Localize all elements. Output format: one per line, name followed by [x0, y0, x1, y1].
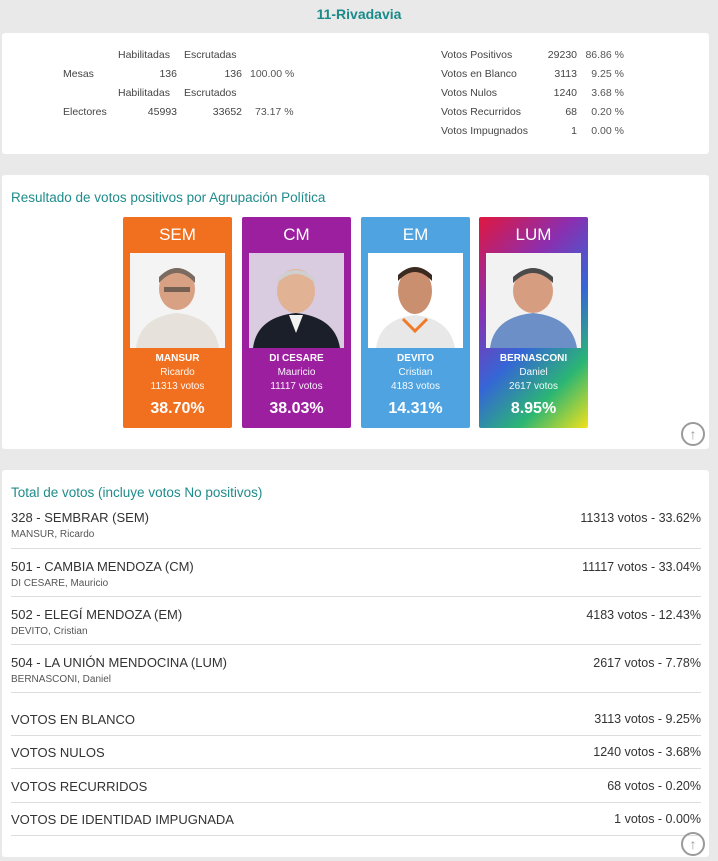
mesas-percent: 100.00 %	[250, 68, 295, 80]
results-title: Resultado de votos positivos por Agrupación Política	[11, 190, 326, 205]
row-divider	[11, 644, 701, 645]
party-name: 504 - LA UNIÓN MENDOCINA (LUM)	[11, 655, 227, 670]
row-divider	[11, 835, 701, 836]
candidate-name: Cristian	[398, 367, 433, 378]
party-result: 11313 votos - 33.62%	[580, 511, 701, 525]
party-name: 328 - SEMBRAR (SEM)	[11, 510, 149, 525]
results-card	[2, 175, 709, 449]
candidate-name: Ricardo	[160, 367, 195, 378]
votos-count: 68	[565, 106, 577, 118]
arrow-up-circle-icon: ↑	[689, 836, 697, 852]
other-votes-label: VOTOS RECURRIDOS	[11, 779, 148, 794]
candidate-percent: 14.31%	[388, 400, 443, 417]
party-candidate: DI CESARE, Mauricio	[11, 578, 109, 589]
party-abbr: LUM	[515, 225, 552, 244]
candidate-photo	[486, 253, 581, 348]
votos-label: Votos Positivos	[441, 49, 513, 61]
party-abbr: EM	[402, 225, 429, 244]
row-divider	[11, 692, 701, 693]
row-divider	[11, 596, 701, 597]
other-votes-label: VOTOS NULOS	[11, 745, 105, 760]
candidate-surname: DI CESARE	[269, 353, 324, 364]
votos-count: 3113	[554, 68, 577, 80]
page-title: 11-Rivadavia	[316, 6, 402, 22]
electores-habilitados-header: Habilitadas	[118, 87, 170, 99]
party-name: 502 - ELEGÍ MENDOZA (EM)	[11, 607, 183, 622]
candidate-surname: BERNASCONI	[499, 353, 568, 364]
votos-count: 1	[571, 125, 577, 137]
candidate-photo	[249, 253, 344, 348]
votos-percent: 86.86 %	[585, 49, 624, 61]
candidate-surname: DEVITO	[396, 353, 435, 364]
party-candidate: BERNASCONI, Daniel	[11, 674, 112, 685]
party-result: 11117 votos - 33.04%	[582, 560, 701, 574]
votos-label: Votos Impugnados	[441, 125, 528, 137]
candidate-votes: 11117 votos	[270, 381, 323, 392]
party-result: 2617 votos - 7.78%	[593, 656, 701, 670]
other-votes-label: VOTOS EN BLANCO	[11, 712, 136, 727]
arrow-up-circle-icon: ↑	[689, 426, 697, 442]
scroll-top-button[interactable]	[681, 422, 705, 446]
candidate-card-em[interactable]	[361, 217, 470, 428]
party-abbr: CM	[283, 225, 310, 244]
candidate-percent: 8.95%	[510, 400, 557, 417]
other-votes-result: 1 votos - 0.00%	[614, 812, 701, 826]
electores-escrutados-header: Escrutados	[184, 87, 237, 99]
stats-card	[2, 33, 709, 154]
candidate-votes: 11313 votos	[150, 381, 205, 392]
candidate-card-cm[interactable]	[242, 217, 351, 428]
totals-title: Total de votos (incluye votos No positivos)	[11, 485, 263, 500]
party-name: 501 - CAMBIA MENDOZA (CM)	[11, 559, 194, 574]
candidate-name: Daniel	[519, 367, 548, 378]
party-candidate: DEVITO, Cristian	[11, 626, 88, 637]
candidate-card-sem[interactable]	[123, 217, 232, 428]
votos-label: Votos en Blanco	[441, 68, 517, 80]
candidate-photo	[368, 253, 463, 348]
votos-label: Votos Nulos	[441, 87, 498, 99]
mesas-habilitadas-value: 136	[159, 68, 177, 80]
candidate-percent: 38.03%	[269, 400, 324, 417]
candidate-percent: 38.70%	[150, 400, 205, 417]
party-abbr: SEM	[159, 225, 196, 244]
row-divider	[11, 802, 701, 803]
candidate-photo	[130, 253, 225, 348]
row-divider	[11, 735, 701, 736]
electores-label: Electores	[63, 106, 107, 118]
votos-label: Votos Recurridos	[441, 106, 521, 118]
votos-count: 29230	[547, 49, 577, 61]
mesas-escrutadas-header: Escrutadas	[184, 49, 237, 61]
scroll-top-button[interactable]	[681, 832, 705, 856]
mesas-habilitadas-header: Habilitadas	[118, 49, 170, 61]
party-candidate: MANSUR, Ricardo	[11, 529, 95, 540]
candidate-votes: 2617 votos	[509, 381, 558, 392]
mesas-label: Mesas	[63, 68, 94, 80]
votos-percent: 3.68 %	[591, 87, 624, 99]
mesas-escrutadas-value: 136	[224, 68, 242, 80]
candidate-name: Mauricio	[277, 367, 316, 378]
votos-percent: 0.20 %	[591, 106, 624, 118]
votos-percent: 9.25 %	[591, 68, 624, 80]
other-votes-result: 68 votos - 0.20%	[607, 779, 701, 793]
candidate-card-lum[interactable]	[479, 217, 588, 428]
electores-escrutados-value: 33652	[212, 106, 242, 118]
other-votes-result: 3113 votos - 9.25%	[594, 712, 701, 726]
other-votes-result: 1240 votos - 3.68%	[593, 745, 701, 759]
electores-percent: 73.17 %	[255, 106, 294, 118]
row-divider	[11, 548, 701, 549]
electores-habilitados-value: 45993	[147, 106, 177, 118]
other-votes-label: VOTOS DE IDENTIDAD IMPUGNADA	[11, 812, 234, 827]
candidate-votes: 4183 votos	[391, 381, 440, 392]
totals-card	[2, 470, 709, 857]
candidate-surname: MANSUR	[155, 353, 200, 364]
votos-count: 1240	[553, 87, 577, 99]
row-divider	[11, 768, 701, 769]
votos-percent: 0.00 %	[591, 125, 624, 137]
party-result: 4183 votos - 12.43%	[586, 608, 701, 622]
